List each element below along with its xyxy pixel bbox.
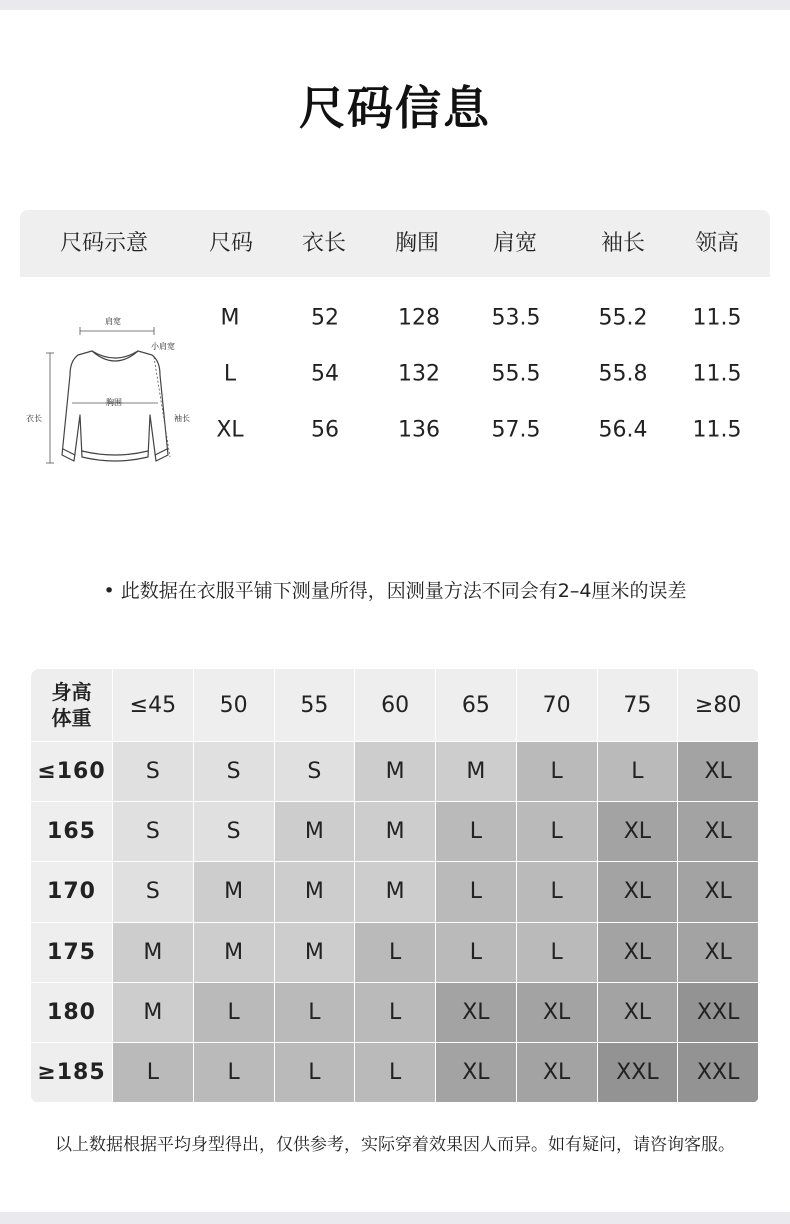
size-recommendation-cell: L: [194, 1043, 274, 1102]
size-recommendation-cell: M: [355, 742, 435, 801]
header-sleeve: 袖长: [600, 231, 646, 256]
size-cell: XL: [216, 417, 244, 443]
size-recommendation-cell: L: [436, 862, 516, 921]
grid-corner-header: [31, 669, 112, 741]
size-recommendation-cell: M: [194, 862, 274, 921]
size-recommendation-cell: L: [355, 983, 435, 1042]
header-size: 尺码: [208, 231, 254, 256]
weight-header-cell: ≥80: [678, 669, 758, 741]
weight-header-cell: 75: [598, 669, 678, 741]
size-recommendation-cell: L: [275, 983, 355, 1042]
size-recommendation-cell: M: [194, 923, 274, 982]
size-recommendation-cell: XL: [678, 742, 758, 801]
size-recommendation-cell: M: [113, 923, 193, 982]
size-recommendation-cell: XL: [517, 983, 597, 1042]
size-recommendation-cell: S: [113, 862, 193, 921]
size-recommendation-cell: XL: [678, 802, 758, 861]
size-recommendation-cell: S: [194, 742, 274, 801]
diagram-label-chest: 胸围: [106, 398, 122, 407]
size-recommendation-cell: XXL: [598, 1043, 678, 1102]
length-cell: 56: [311, 417, 339, 443]
size-recommendation-cell: S: [275, 742, 355, 801]
size-recommendation-cell: S: [194, 802, 274, 861]
weight-header-cell: 55: [275, 669, 355, 741]
size-recommendation-cell: XL: [598, 923, 678, 982]
size-recommendation-cell: M: [275, 923, 355, 982]
collar-cell: 11.5: [692, 417, 742, 443]
bottom-divider-bar: [0, 1212, 790, 1224]
height-header-cell: 175: [31, 923, 112, 982]
size-recommendation-cell: L: [275, 1043, 355, 1102]
diagram-label-sleeve: 袖长: [174, 414, 190, 423]
length-cell: 54: [311, 361, 339, 387]
corner-height-label: 身高: [51, 680, 92, 704]
sweater-outline-icon: [20, 305, 200, 480]
measurement-note: • 此数据在衣服平铺下测量所得，因测量方法不同会有2–4厘米的误差: [103, 580, 687, 602]
length-cell: 52: [311, 305, 339, 331]
chest-cell: 136: [398, 417, 440, 443]
sleeve-cell: 56.4: [598, 417, 648, 443]
size-recommendation-cell: XL: [678, 923, 758, 982]
size-recommendation-cell: L: [517, 802, 597, 861]
header-chest: 胸围: [394, 231, 440, 256]
size-recommendation-cell: L: [436, 802, 516, 861]
header-diagram: 尺码示意: [59, 231, 149, 256]
header-length: 衣长: [301, 231, 347, 256]
size-recommendation-grid: [31, 669, 759, 1103]
size-recommendation-cell: L: [355, 923, 435, 982]
footer-disclaimer: 以上数据根据平均身型得出，仅供参考，实际穿着效果因人而异。如有疑问，请咨询客服。: [55, 1135, 735, 1155]
size-table-header: [20, 210, 770, 277]
size-recommendation-cell: L: [113, 1043, 193, 1102]
shoulder-cell: 53.5: [491, 305, 541, 331]
diagram-label-shoulder: 肩宽: [105, 317, 121, 326]
page-title: 尺码信息: [299, 81, 491, 135]
size-recommendation-cell: M: [275, 802, 355, 861]
size-recommendation-cell: L: [517, 742, 597, 801]
sweater-measurement-diagram: [20, 305, 200, 480]
size-recommendation-cell: L: [517, 923, 597, 982]
size-recommendation-cell: M: [275, 862, 355, 921]
size-cell: L: [223, 361, 237, 387]
size-recommendation-cell: S: [113, 802, 193, 861]
size-recommendation-cell: L: [194, 983, 274, 1042]
size-recommendation-cell: XL: [678, 862, 758, 921]
header-shoulder: 肩宽: [492, 231, 538, 256]
shoulder-cell: 55.5: [491, 361, 541, 387]
sleeve-cell: 55.8: [598, 361, 648, 387]
diagram-label-length: 衣长: [26, 414, 42, 423]
corner-weight-label: 体重: [51, 706, 92, 730]
height-header-cell: ≥185: [31, 1043, 112, 1102]
collar-cell: 11.5: [692, 305, 742, 331]
weight-header-cell: 50: [194, 669, 274, 741]
size-recommendation-cell: L: [517, 862, 597, 921]
shoulder-cell: 57.5: [491, 417, 541, 443]
chest-cell: 128: [398, 305, 440, 331]
size-recommendation-cell: M: [436, 742, 516, 801]
size-recommendation-cell: M: [355, 862, 435, 921]
size-recommendation-cell: XL: [436, 983, 516, 1042]
header-collar: 领高: [694, 231, 740, 256]
height-header-cell: ≤160: [31, 742, 112, 801]
collar-cell: 11.5: [692, 361, 742, 387]
size-recommendation-cell: XL: [598, 802, 678, 861]
size-recommendation-cell: S: [113, 742, 193, 801]
weight-header-cell: ≤45: [113, 669, 193, 741]
size-recommendation-cell: L: [355, 1043, 435, 1102]
size-recommendation-cell: XL: [598, 983, 678, 1042]
weight-header-cell: 70: [517, 669, 597, 741]
size-recommendation-cell: XL: [598, 862, 678, 921]
size-recommendation-cell: L: [598, 742, 678, 801]
height-header-cell: 165: [31, 802, 112, 861]
size-recommendation-cell: M: [113, 983, 193, 1042]
size-recommendation-cell: XXL: [678, 983, 758, 1042]
size-recommendation-cell: XL: [517, 1043, 597, 1102]
size-recommendation-cell: L: [436, 923, 516, 982]
size-recommendation-cell: XL: [436, 1043, 516, 1102]
chest-cell: 132: [398, 361, 440, 387]
height-header-cell: 170: [31, 862, 112, 921]
height-header-cell: 180: [31, 983, 112, 1042]
weight-header-cell: 60: [355, 669, 435, 741]
sleeve-cell: 55.2: [598, 305, 648, 331]
size-recommendation-cell: XXL: [678, 1043, 758, 1102]
weight-header-cell: 65: [436, 669, 516, 741]
size-cell: M: [220, 305, 240, 331]
diagram-label-small-shoulder: 小肩宽: [151, 342, 175, 351]
size-recommendation-cell: M: [355, 802, 435, 861]
top-divider-bar: [0, 0, 790, 10]
